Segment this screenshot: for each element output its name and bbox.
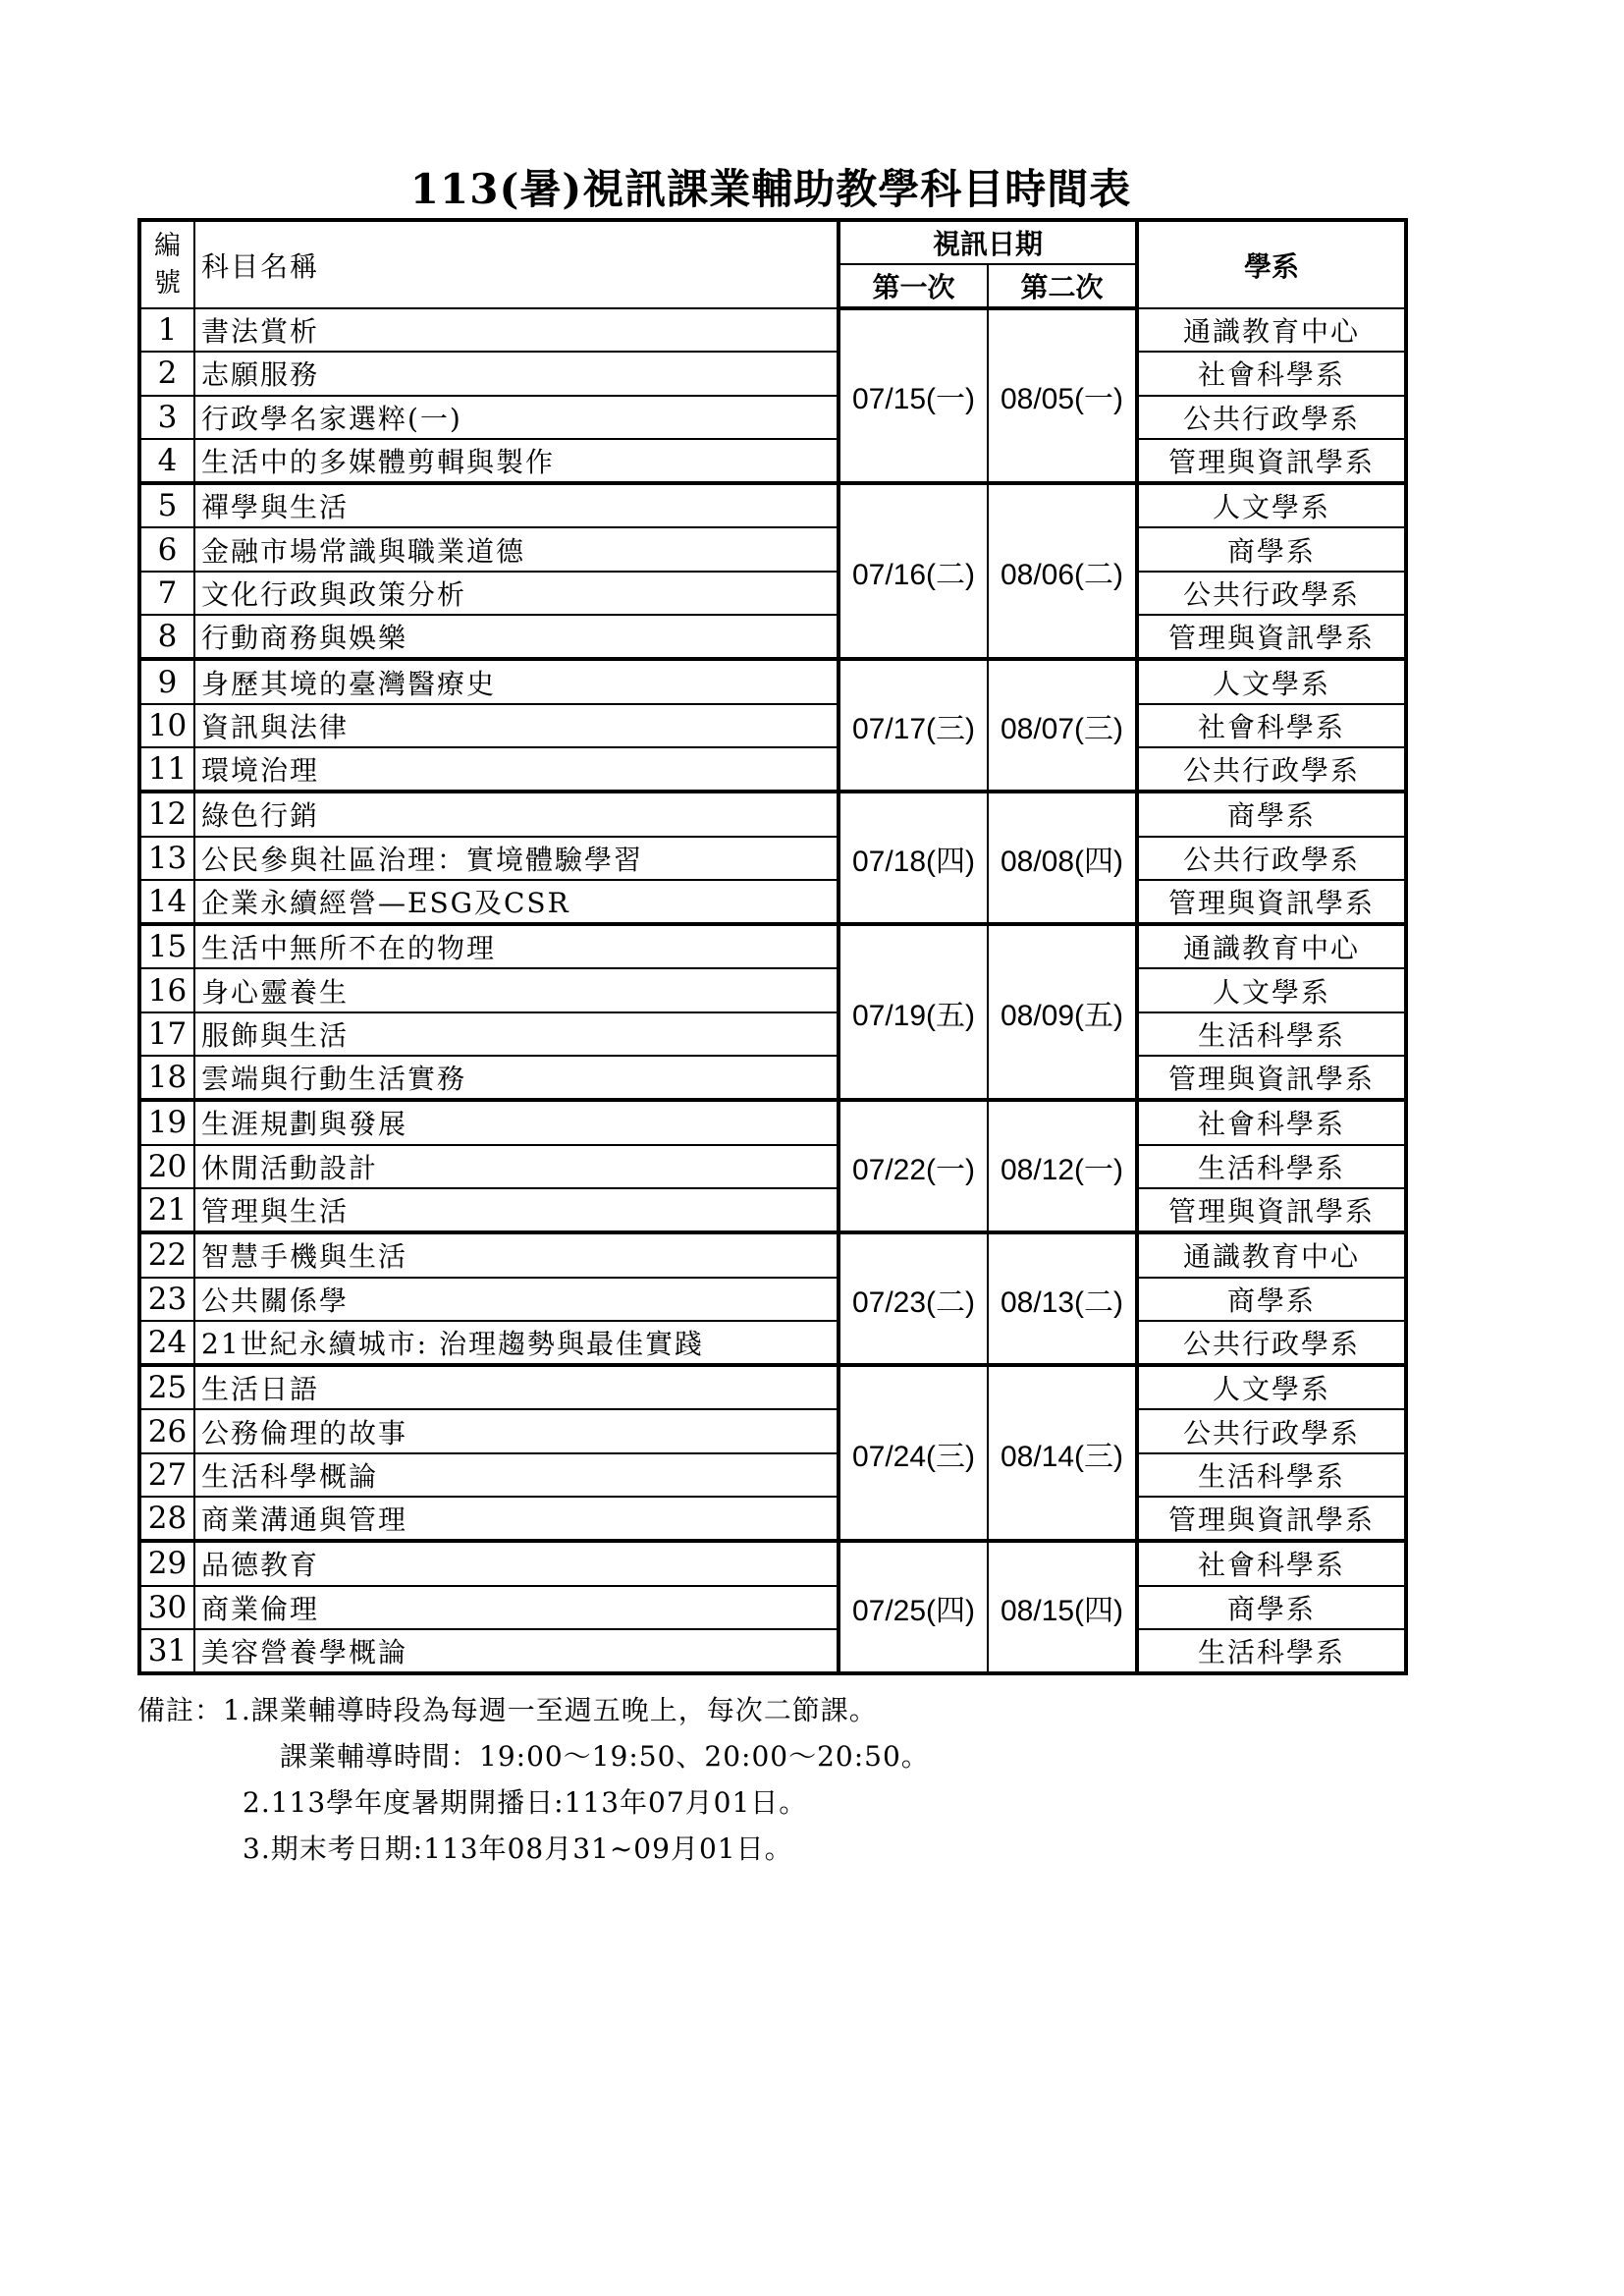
row-number: 3 <box>139 396 194 439</box>
table-row <box>139 396 1406 439</box>
course-name: 生活中無所不在的物理 <box>194 924 839 968</box>
table-row <box>139 1145 1406 1188</box>
row-number: 24 <box>139 1321 194 1365</box>
course-name: 21世紀永續城市: 治理趨勢與最佳實踐 <box>194 1321 839 1365</box>
row-number: 8 <box>139 615 194 659</box>
second-session-date: 08/09(五) <box>988 924 1137 1100</box>
table-row <box>139 527 1406 571</box>
table-row <box>139 572 1406 615</box>
first-session-date: 07/15(一) <box>839 308 988 483</box>
second-session-date: 08/08(四) <box>988 792 1137 924</box>
table-row <box>139 968 1406 1011</box>
first-session-date: 07/19(五) <box>839 924 988 1100</box>
table-row <box>139 747 1406 792</box>
department: 公共行政學系 <box>1137 396 1406 439</box>
header-row <box>139 220 1406 264</box>
department: 公共行政學系 <box>1137 1409 1406 1452</box>
header-number-label: 編 號 <box>154 230 181 299</box>
department: 公共行政學系 <box>1137 572 1406 615</box>
course-name: 公務倫理的故事 <box>194 1409 839 1452</box>
course-name: 公共關係學 <box>194 1278 839 1321</box>
course-name: 公民參與社區治理：實境體驗學習 <box>194 837 839 880</box>
row-number: 13 <box>139 837 194 880</box>
department: 管理與資訊學系 <box>1137 1056 1406 1100</box>
schedule-body <box>139 308 1406 1673</box>
table-row <box>139 483 1406 527</box>
row-number: 14 <box>139 880 194 924</box>
table-row <box>139 1321 1406 1365</box>
header-first: 第一次 <box>839 264 988 308</box>
note-line-4: 3.期末考日期:113年08月31~09月01日。 <box>243 1832 793 1865</box>
table-row <box>139 352 1406 395</box>
note-line-3: 2.113學年度暑期開播日:113年07月01日。 <box>243 1786 808 1819</box>
row-number: 23 <box>139 1278 194 1321</box>
second-session-date: 08/07(三) <box>988 659 1137 792</box>
table-row <box>139 659 1406 703</box>
department: 商學系 <box>1137 1278 1406 1321</box>
row-number: 20 <box>139 1145 194 1188</box>
table-row <box>139 1629 1406 1673</box>
course-name: 金融市場常識與職業道德 <box>194 527 839 571</box>
department: 人文學系 <box>1137 1365 1406 1409</box>
row-number: 6 <box>139 527 194 571</box>
course-name: 管理與生活 <box>194 1188 839 1232</box>
table-row <box>139 880 1406 924</box>
department: 社會科學系 <box>1137 352 1406 395</box>
row-number: 21 <box>139 1188 194 1232</box>
row-number: 29 <box>139 1541 194 1585</box>
department: 公共行政學系 <box>1137 747 1406 792</box>
row-number: 18 <box>139 1056 194 1100</box>
course-name: 休閒活動設計 <box>194 1145 839 1188</box>
row-number: 16 <box>139 968 194 1011</box>
row-number: 11 <box>139 747 194 792</box>
first-session-date: 07/22(一) <box>839 1100 988 1232</box>
course-name: 生活科學概論 <box>194 1453 839 1497</box>
department: 通識教育中心 <box>1137 924 1406 968</box>
department: 生活科學系 <box>1137 1629 1406 1673</box>
department: 人文學系 <box>1137 659 1406 703</box>
table-row <box>139 1012 1406 1056</box>
row-number: 5 <box>139 483 194 527</box>
row-number: 12 <box>139 792 194 836</box>
course-name: 美容營養學概論 <box>194 1629 839 1673</box>
first-session-date: 07/24(三) <box>839 1365 988 1541</box>
row-number: 4 <box>139 439 194 483</box>
course-name: 書法賞析 <box>194 308 839 352</box>
department: 人文學系 <box>1137 968 1406 1011</box>
row-number: 7 <box>139 572 194 615</box>
first-session-date: 07/17(三) <box>839 659 988 792</box>
second-session-date: 08/14(三) <box>988 1365 1137 1541</box>
row-number: 26 <box>139 1409 194 1452</box>
note-line-1: 備註：1.課業輔導時段為每週一至週五晚上，每次二節課。 <box>137 1694 878 1726</box>
course-name: 行動商務與娛樂 <box>194 615 839 659</box>
course-name: 行政學名家選粹(一) <box>194 396 839 439</box>
department: 管理與資訊學系 <box>1137 615 1406 659</box>
row-number: 31 <box>139 1629 194 1673</box>
table-row <box>139 439 1406 483</box>
table-row <box>139 1278 1406 1321</box>
row-number: 28 <box>139 1497 194 1541</box>
table-row <box>139 1541 1406 1585</box>
department: 生活科學系 <box>1137 1012 1406 1056</box>
header-video-dates: 視訊日期 <box>839 220 1137 264</box>
notes <box>137 1687 930 1872</box>
table-row <box>139 1100 1406 1144</box>
table-row <box>139 1365 1406 1409</box>
schedule-table <box>137 218 1408 1675</box>
row-number: 22 <box>139 1232 194 1277</box>
table-row <box>139 615 1406 659</box>
course-name: 生活中的多媒體剪輯與製作 <box>194 439 839 483</box>
row-number: 9 <box>139 659 194 703</box>
department: 商學系 <box>1137 527 1406 571</box>
course-name: 環境治理 <box>194 747 839 792</box>
row-number: 19 <box>139 1100 194 1144</box>
table-row <box>139 1056 1406 1100</box>
course-name: 生涯規劃與發展 <box>194 1100 839 1144</box>
department: 通識教育中心 <box>1137 1232 1406 1277</box>
table-row <box>139 1409 1406 1452</box>
department: 管理與資訊學系 <box>1137 1497 1406 1541</box>
header-second: 第二次 <box>988 264 1137 308</box>
table-row <box>139 924 1406 968</box>
course-name: 身心靈養生 <box>194 968 839 1011</box>
table-row <box>139 1497 1406 1541</box>
note-line-2: 課業輔導時間：19:00～19:50、20:00～20:50。 <box>280 1740 930 1773</box>
row-number: 10 <box>139 704 194 747</box>
course-name: 雲端與行動生活實務 <box>194 1056 839 1100</box>
row-number: 1 <box>139 308 194 352</box>
second-session-date: 08/05(一) <box>988 308 1137 483</box>
table-row <box>139 704 1406 747</box>
second-session-date: 08/12(一) <box>988 1100 1137 1232</box>
course-name: 商業倫理 <box>194 1586 839 1629</box>
course-name: 禪學與生活 <box>194 483 839 527</box>
header-department: 學系 <box>1137 220 1406 308</box>
first-session-date: 07/23(二) <box>839 1232 988 1365</box>
department: 通識教育中心 <box>1137 308 1406 352</box>
department: 管理與資訊學系 <box>1137 880 1406 924</box>
department: 管理與資訊學系 <box>1137 439 1406 483</box>
row-number: 15 <box>139 924 194 968</box>
department: 社會科學系 <box>1137 1100 1406 1144</box>
department: 生活科學系 <box>1137 1453 1406 1497</box>
table-row <box>139 1586 1406 1629</box>
row-number: 17 <box>139 1012 194 1056</box>
course-name: 文化行政與政策分析 <box>194 572 839 615</box>
table-row <box>139 1188 1406 1232</box>
page-title: 113(暑)視訊課業輔助教學科目時間表 <box>409 165 1132 213</box>
row-number: 27 <box>139 1453 194 1497</box>
department: 公共行政學系 <box>1137 1321 1406 1365</box>
table-row <box>139 837 1406 880</box>
department: 公共行政學系 <box>1137 837 1406 880</box>
course-name: 品德教育 <box>194 1541 839 1585</box>
header-number <box>139 220 194 308</box>
department: 社會科學系 <box>1137 704 1406 747</box>
row-number: 25 <box>139 1365 194 1409</box>
course-name: 生活日語 <box>194 1365 839 1409</box>
department: 社會科學系 <box>1137 1541 1406 1585</box>
table-row <box>139 792 1406 836</box>
first-session-date: 07/16(二) <box>839 483 988 659</box>
course-name: 身歷其境的臺灣醫療史 <box>194 659 839 703</box>
course-name: 服飾與生活 <box>194 1012 839 1056</box>
course-name: 綠色行銷 <box>194 792 839 836</box>
first-session-date: 07/25(四) <box>839 1541 988 1673</box>
department: 商學系 <box>1137 792 1406 836</box>
course-name: 企業永續經營—ESG及CSR <box>194 880 839 924</box>
second-session-date: 08/06(二) <box>988 483 1137 659</box>
row-number: 2 <box>139 352 194 395</box>
row-number: 30 <box>139 1586 194 1629</box>
department: 人文學系 <box>1137 483 1406 527</box>
course-name: 資訊與法律 <box>194 704 839 747</box>
second-session-date: 08/13(二) <box>988 1232 1137 1365</box>
department: 生活科學系 <box>1137 1145 1406 1188</box>
course-name: 商業溝通與管理 <box>194 1497 839 1541</box>
course-name: 志願服務 <box>194 352 839 395</box>
table-row <box>139 308 1406 352</box>
table-row <box>139 1453 1406 1497</box>
course-name: 智慧手機與生活 <box>194 1232 839 1277</box>
department: 商學系 <box>1137 1586 1406 1629</box>
second-session-date: 08/15(四) <box>988 1541 1137 1673</box>
header-course: 科目名稱 <box>194 220 839 308</box>
first-session-date: 07/18(四) <box>839 792 988 924</box>
table-row <box>139 1232 1406 1277</box>
department: 管理與資訊學系 <box>1137 1188 1406 1232</box>
